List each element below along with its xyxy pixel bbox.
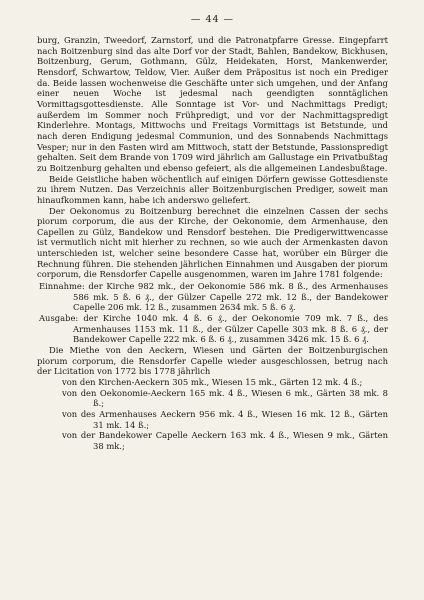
page-number: — 44 — — [190, 14, 235, 25]
paragraph: burg, Granzin, Tweedorf, Zarnstorf, und die Patronatpfarre Gresse. Eingepfarrt nach Boitzenburg sind das alte Dorf vor der Stadt, Bahlen, Bandekow, Bickhusen, Boitzenburg, Gerum, Gothmann, Gülz, Heidekaten, Horst, Mankenwerder, Rensdorf, Schwartow, Teldow, Vier. Außer dem Präpositus ist noch ein Prediger da. Beide lassen wochenweise die Geschäfte unter sich umgehen, und der Anfang einer neuen Woche ist jedesmal nach geendigten sonntäglichen Vormittagsgottesdienste. Alle Sonntage ist Vor- und Nachmittags Predigt; außerdem im Sommer noch Frühpredigt, und vor der Nachmittagspredigt Kinderlehre. Montags, Mittwochs und Freitags Vormittags ist Betstunde, und nach deren Endigung jedesmal Communion, und des Sonnabends Nachmittags Vesper; nur in den Fasten wird am Mittwoch, statt der Betstunde, Passionspredigt gehalten. Seit dem Brande von 1709 wird jährlich am Gallustage ein Privatbußtag zu Boitzenburg gehalten und ebenso gefeiert, als die allgemeinen Landesbußtage. — [37, 35, 388, 173]
body-text — [37, 35, 388, 452]
expense-label: Ausgabe: — [39, 313, 79, 324]
expense-text: der Kirche 1040 mk. 4 ß. 6 ₰., der Oekonomie 709 mk. 7 ß., des Armenhauses 1153 mk. 11 ß., der Gülzer Capelle 303 mk. 8 ß. 6 ₰., der Bandekower Capelle 222 mk. 6 ß. 6 ₰., zusammen 3426 mk. 15 ß. 6 ₰. — [73, 313, 388, 345]
ledger-income — [37, 281, 388, 313]
paragraph: Beide Geistliche haben wöchentlich auf einigen Dörfern gewisse Gottesdienste zu ihrem Nutzen. Das Verzeichnis aller Boitzenburgischen Prediger, soweit man hinaufkommen kann, habe ich anderswo geliefert. — [37, 173, 388, 205]
ledger — [37, 281, 388, 345]
paragraph: Der Oekonomus zu Boitzenburg berechnet die einzelnen Cassen der sechs piorum corporum, die aus der Kirche, der Oekonomie, dem Armenhause, den Capellen zu Gülz, Bandekow und Rensdorf bestehen. Die Predigerwittwencasse ist vermutlich nicht mit hierher zu rechnen, so wie auch der Armenkasten davon unterschieden ist, welcher seine besondere Casse hat, worüber ein Bürger die Rechnung führen. Die stehenden jährlichen Einnahmen und Ausgaben der piorum corporum, die Rensdorfer Capelle ausgenommen, waren im Jahre 1781 folgende: — [37, 205, 388, 280]
rent-item: von der Bandekower Capelle Aeckern 163 mk. 4 ß., Wiesen 9 mk., Gärten 38 mk.; — [62, 430, 388, 451]
rent-item: von den Kirchen-Aeckern 305 mk., Wiesen 15 mk., Gärten 12 mk. 4 ß.; — [62, 377, 363, 387]
income-label: Einnahme: — [39, 281, 85, 292]
rent-list — [37, 377, 388, 452]
rent-item: von des Armenhauses Aeckern 956 mk. 4 ß., Wiesen 16 mk. 12 ß., Gärten 31 mk. 14 ß.; — [62, 408, 388, 430]
ledger-expense — [37, 313, 388, 345]
income-text: der Kirche 982 mk., der Oekonomie 586 mk. 8 ß., des Armenhauses 586 mk. 5 ß. 6 ₰., der Gülzer Capelle 272 mk. 12 ß., der Bandekower Capelle 206 mk. 12 ß., zusammen 2634 mk. 5 ß. 6 ₰. — [73, 281, 388, 313]
rent-intro: Die Miethe von den Aeckern, Wiesen und Gärten der Boitzenburgischen piorum corporum, die Rensdorfer Capelle wieder ausgeschlossen, betrug nach der Licitation von 1772 bis 1778 jährlich — [37, 345, 388, 377]
rent-item: von den Oekonomie-Aeckern 165 mk. 4 ß., Wiesen 6 mk., Gärten 38 mk. 8 ß.; — [62, 387, 388, 409]
